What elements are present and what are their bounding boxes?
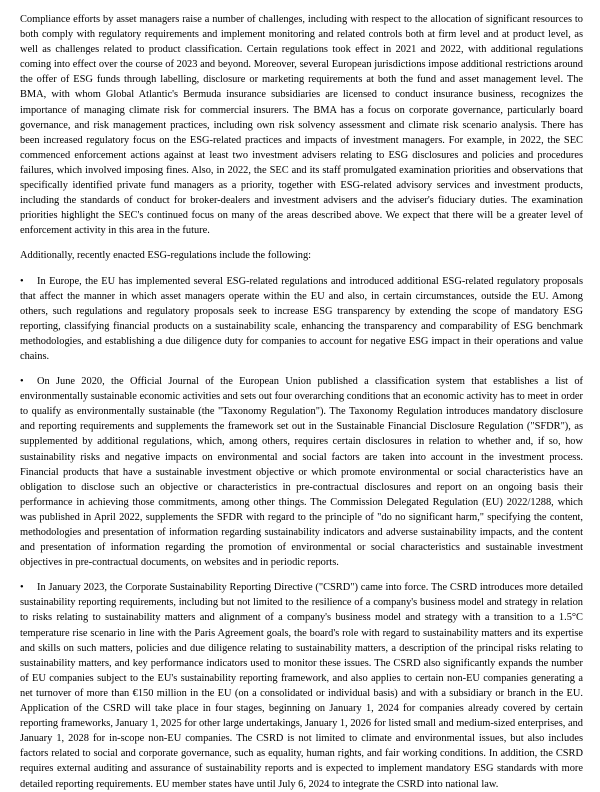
- bullet-text: In January 2023, the Corporate Sustainability Reporting Directive ("CSRD") came into force. The CSRD introduces more detailed sustainability reporting requirements, including but not limited to the resilience of a company's business model and strategy in relation to risks relating to sustainability matters and alignment of a company's business model and strategy with a transition to a 1.5°C temperature rise scenario in line with the Paris Agreement goals, the board's role with regard to sustainability matters and its expertise and skills on such matters, policies and due diligence relating to sustainability matters, a description of the principal risks relating to sustainability matters, and key performance indicators used to monitor these issues. The CSRD also significantly expands the number of EU companies subject to the EU's sustainability reporting framework, and also applies to certain non-EU companies generating a net turnover of more than €150 million in the EU (on a consolidated or individual basis) and with a subsidiary or branch in the EU. Application of the CSRD will take place in four stages, beginning on January 1, 2024 for companies already covered by certain reporting frameworks, January 1, 2025 for other large undertakings, January 1, 2026 for listed small and medium-sized enterprises, and January 1, 2028 for in-scope non-EU companies. The CSRD is not limited to climate and environmental issues, but also includes factors related to social and corporate governance, such as equality, human rights, and fair working conditions. In addition, the CSRD requires external auditing and assurance of sustainability reports and is expected to implement mandatory ESG standards with more detailed reporting requirements. EU member states have until July 6, 2024 to integrate the CSRD into national law.: [20, 582, 583, 790]
- bullet-paragraph-taxonomy-regulation: [20, 374, 583, 570]
- bullet-marker: •: [20, 275, 24, 287]
- bullet-paragraph-eu-regulations: [20, 274, 583, 365]
- bullet-marker: •: [20, 582, 24, 594]
- bullet-marker: •: [20, 376, 24, 388]
- bullet-text: In Europe, the EU has implemented several ESG-related regulations and introduced additional ESG-related regulatory proposals that affect the manner in which asset managers operate within the EU and also, in certain circumstances, outside the EU. Among others, such regulations and regulatory proposals seek to increase ESG transparency by extending the scope of mandatory ESG reporting, classifying financial products on a sustainability scale, enhancing the transparency and comparability of ESG benchmark methodologies, and establishing a due diligence duty for companies to account for negative ESG impact in their operations and value chains.: [20, 275, 583, 362]
- paragraph-esg-regulations-intro: Additionally, recently enacted ESG-regulations include the following:: [20, 250, 312, 262]
- paragraph-compliance-efforts: Compliance efforts by asset managers raise a number of challenges, including with respect to the allocation of significant resources to both comply with regulatory requirements and implement monitoring and related controls both at firm level and at product level, as well as challenges related to product classification. Certain regulations took effect in 2021 and 2022, with additional regulations coming into effect over the course of 2023 and beyond. Moreover, several European jurisdictions impose additional restrictions around the offer of ESG funds through labelling, disclosure or marketing requirements at both the fund and asset management level. The BMA, with whom Global Atlantic's Bermuda insurance subsidiaries are licensed to conduct insurance business, recognizes the importance of managing climate risk for commercial insurers. The BMA has a focus on corporate governance, particularly board governance, and risk management practices, including own risk solvency assessment and climate risk scenario analysis. There has been increased regulatory focus on the ESG-related practices and impacts of investment managers. For example, in 2022, the SEC commenced enforcement actions against at least two investment advisers relating to ESG disclosures and policies and procedures failures, which involved imposing fines. Also, in 2022, the SEC and its staff promulgated examination priorities and observations that specifically identified private fund managers as a priority, together with ESG-related advisory services and investment products, including the standards of conduct for broker-dealers and investment advisers and the adviser's fiduciary duties. The examination priorities highlight the SEC's continued focus on many of the areas described above. We expect that there will be a greater level of enforcement activity in this area in the future.: [20, 14, 583, 237]
- bullet-text: On June 2020, the Official Journal of the European Union published a classification system that establishes a list of environmentally sustainable economic activities and sets out four overarching conditions that an economic activity has to meet in order to qualify as environmentally sustainable (the "Taxonomy Regulation"). The Taxonomy Regulation introduces mandatory disclosure and reporting requirements and supplements the framework set out in the Sustainable Financial Disclosure Regulation ("SFDR"), as supplemented by additional regulations, which, among others, requires certain disclosures in relation to whether and, if so, how sustainability risks and negative impacts on environmental and social factors are taken into account in the investment process. Financial products that have a sustainable investment objective or which promote environmental or social characteristics have an obligation to disclose such an objective or characteristics in pre-contractual disclosures and report on an ongoing basis their performance in achieving those commitments, among other things. The Commission Delegated Regulation (EU) 2022/1288, which was published in April 2022, supplements the SFDR with regard to the principle of "do no significant harm," specifying the content, methodologies and presentation of information regarding sustainability indicators and adverse sustainability impacts, and the content and presentation of information regarding the promotion of environmental or social characteristics and sustainable investment objectives in pre-contractual documents, on websites and in periodic reports.: [20, 376, 583, 569]
- document-body: [20, 12, 583, 792]
- bullet-paragraph-csrd: [20, 580, 583, 791]
